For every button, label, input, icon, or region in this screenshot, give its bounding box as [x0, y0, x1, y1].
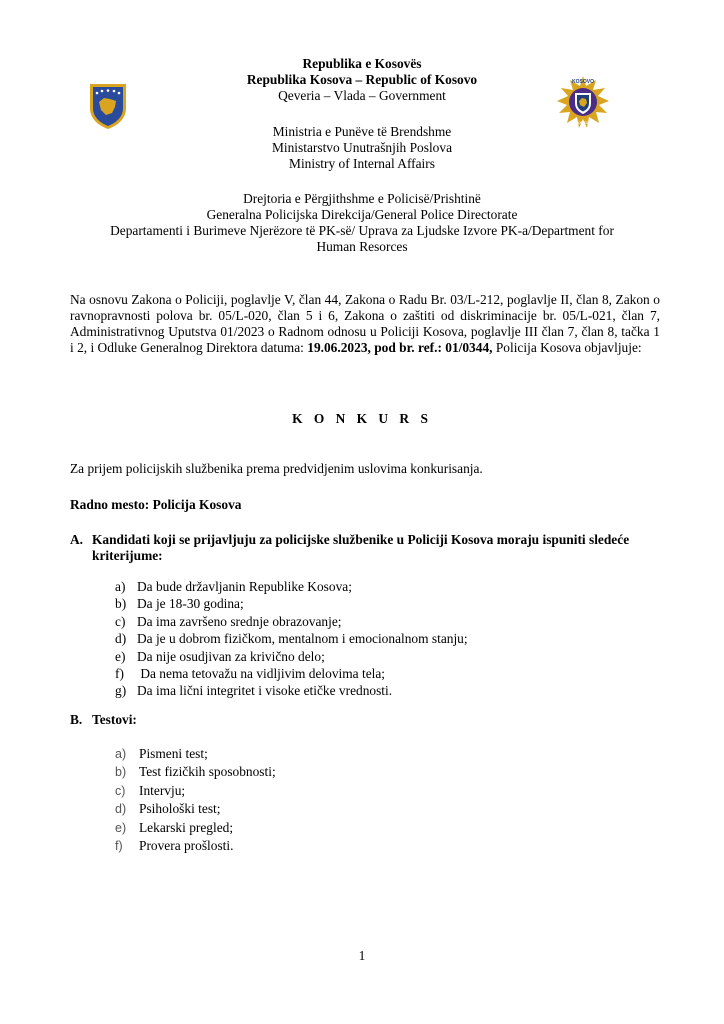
intro-paragraph	[70, 292, 660, 356]
list-item: a) Da bude državljanin Republike Kosova;	[115, 579, 352, 594]
intro-text: Na osnovu Zakona o Policiji, poglavlje V, član 44, Zakona o Radu Br. 03/L-212, poglavlje II, član 8, Zakon o ravnopravnosti polova br. 05/L-020, član 5 i 6, Zakona o zaštiti od diskriminacije br. 05/L-021, član 7, Administrativnog Uputstva 01/2023 o Radnom odnosu u Policiji Kosova, poglavlje III član 7, član 8, tačka 1 i 2, i Odluke Generalnog Direktora datuma:	[70, 292, 660, 355]
list-item: d) Psihološki test;	[115, 801, 221, 817]
section-letter: B.	[70, 712, 83, 727]
list-item: f) Provera prošlosti.	[115, 838, 234, 854]
header-government	[0, 56, 724, 104]
page-number: 1	[358, 948, 366, 963]
position-text: Radno mesto: Policija Kosova	[70, 497, 242, 512]
header-line: Republika e Kosovës	[302, 56, 422, 71]
badge-bottom-text: POLICIA	[575, 121, 591, 125]
list-item: d) Da je u dobrom fizičkom, mentalnom i emocionalnom stanju;	[115, 631, 468, 647]
list-item: a) Pismeni test;	[115, 746, 208, 761]
document-title: K O N K U R S	[292, 411, 432, 426]
list-item: g) Da ima lični integritet i visoke etičke vrednosti.	[115, 683, 393, 699]
list-item: c) Intervju;	[115, 782, 186, 798]
header-line: Ministry of Internal Affairs	[289, 156, 435, 171]
list-item: b) Test fizičkih sposobnosti;	[115, 764, 276, 780]
header-line: Republika Kosova – Republic of Kosovo	[246, 72, 478, 87]
tests-list	[115, 745, 276, 855]
header-ministry	[0, 124, 724, 172]
badge-top-text: KOSOVO	[572, 79, 594, 85]
section-heading-text: Testovi:	[92, 712, 137, 727]
section-heading-text: Kandidati koji se prijavljuju za policijske službenike u Policiji Kosova moraju ispuniti sledeće kriterijume:	[92, 532, 630, 563]
intro-decision-ref: 19.06.2023, pod br. ref.: 01/0344,	[307, 340, 493, 355]
header-line: Departamenti i Burimeve Njerëzore të PK-së/ Uprava za Ljudske Izvore PK-a/Department for	[110, 223, 614, 238]
list-item: e) Da nije osudjivan za krivično delo;	[115, 648, 325, 664]
header-line: Ministria e Punëve të Brendshme	[272, 124, 452, 139]
header-line: Ministarstvo Unutrašnjih Poslova	[271, 140, 453, 155]
purpose-text: Za prijem policijskih službenika prema predvidjenim uslovima konkurisanja.	[70, 461, 483, 476]
list-item: b) Da je 18-30 godina;	[115, 596, 244, 612]
list-item: f) Da nema tetovažu na vidljivim delovima tela;	[115, 666, 386, 682]
header-line: Human Resorces	[316, 239, 408, 254]
list-item: e) Lekarski pregled;	[115, 819, 234, 835]
section-a-heading	[70, 532, 670, 564]
header-directorate	[0, 191, 724, 255]
criteria-list	[115, 578, 468, 700]
section-b-heading	[70, 712, 670, 728]
header-line: Qeveria – Vlada – Government	[278, 88, 446, 103]
intro-end: Policija Kosova objavljuje:	[492, 340, 642, 355]
section-letter: A.	[70, 532, 84, 547]
header-line: Generalna Policijska Direkcija/General Police Directorate	[206, 207, 518, 222]
header-line: Drejtoria e Përgjithshme e Policisë/Prishtinë	[243, 191, 481, 206]
list-item: c) Da ima završeno srednje obrazovanje;	[115, 613, 342, 629]
